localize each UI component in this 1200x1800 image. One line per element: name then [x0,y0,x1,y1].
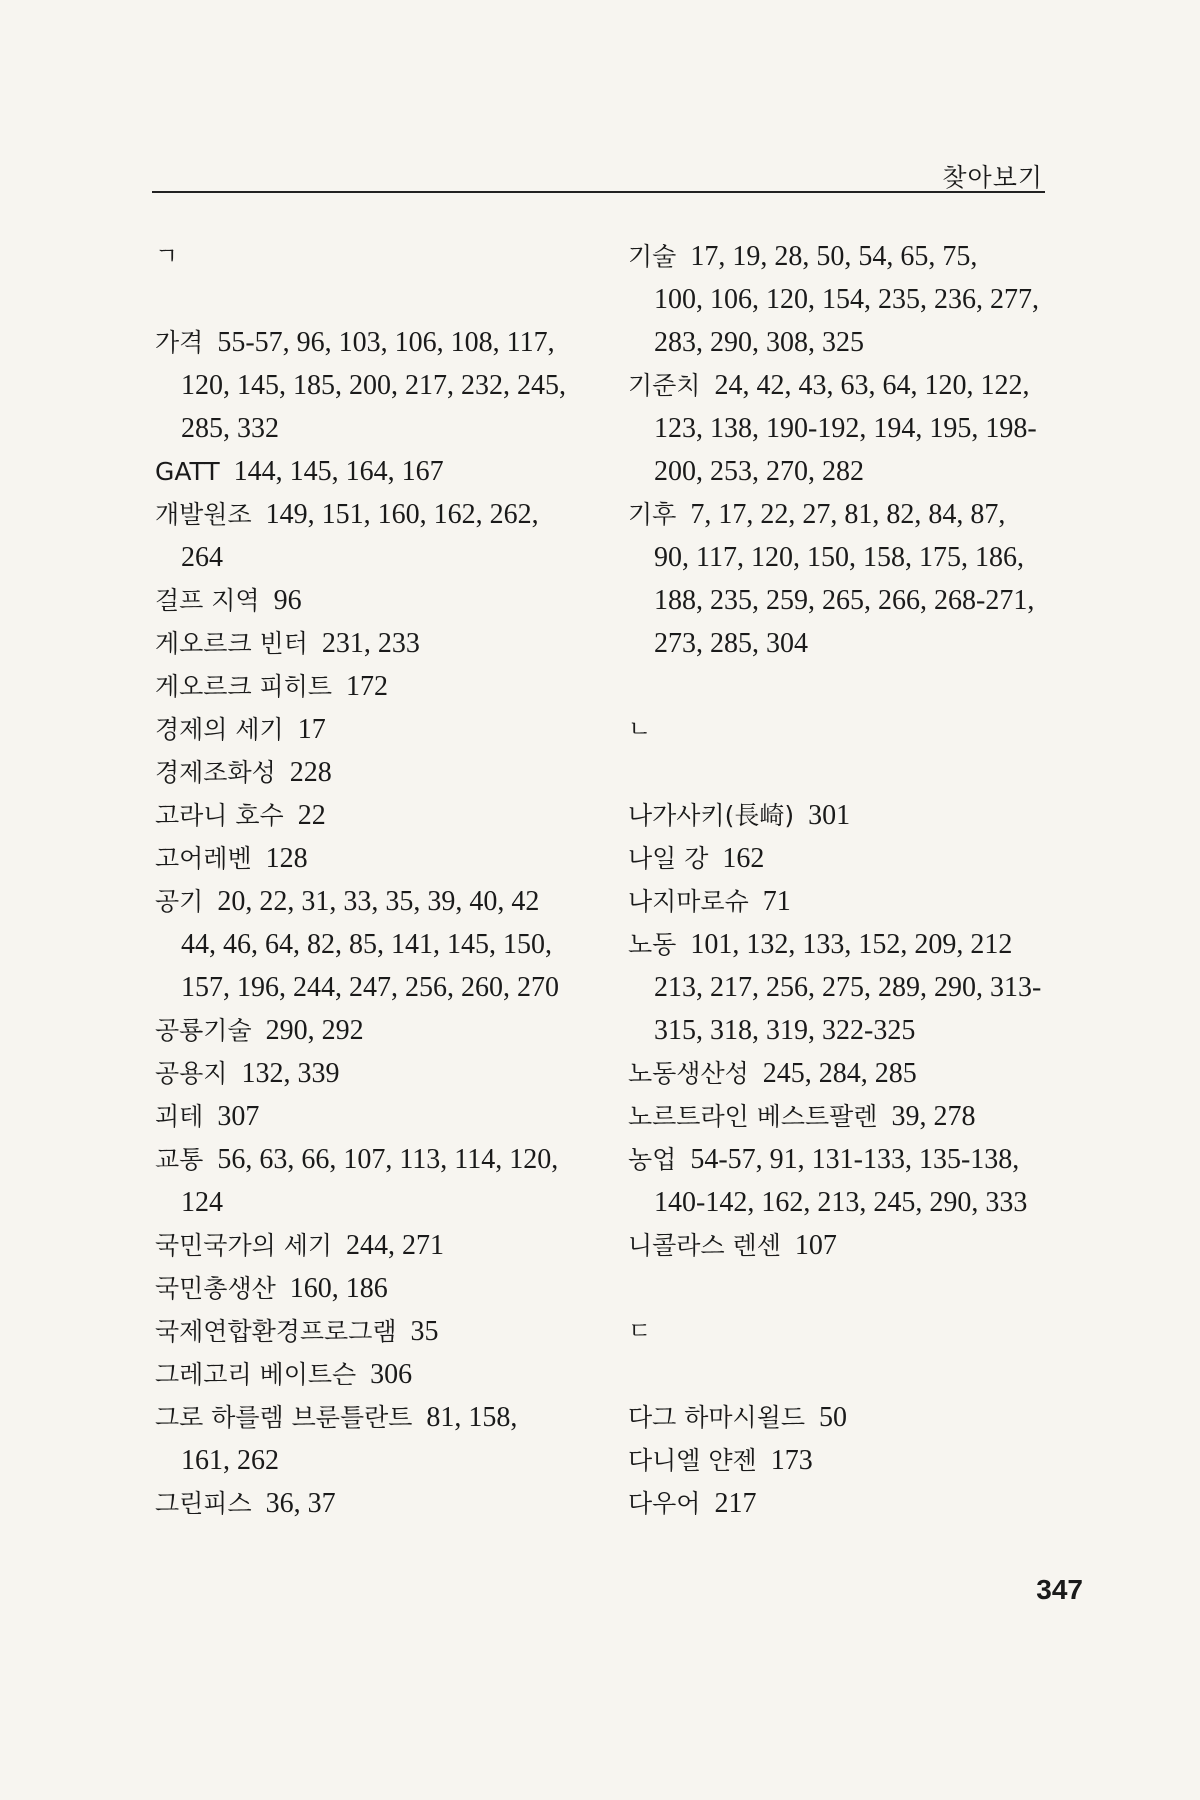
entry-first-line [155,1396,595,1439]
index-entry [628,1396,1048,1439]
entry-term: 농업 [628,1145,677,1174]
entry-continuation-line [155,1439,595,1482]
entry-continuation-line [628,278,1048,321]
index-entry [155,1267,595,1310]
index-entry [155,1009,595,1052]
entry-term: 고라니 호수 [155,801,284,830]
entry-first-line [155,708,595,751]
index-entry [155,751,595,794]
entry-pages: 160, 186 [289,1273,388,1304]
entry-term: 게오르크 피히트 [155,672,332,701]
section-letter-n: ㄴ [628,715,652,743]
entry-continuation-line [628,407,1048,450]
entry-term: 경제조화성 [155,758,276,787]
entry-first-line [628,794,1048,837]
index-entry [628,880,1048,923]
entry-first-line [628,923,1048,966]
entry-pages: 128 [265,843,308,874]
entry-pages: 149, 151, 160, 162, 262, [265,499,539,530]
entry-pages: 7, 17, 22, 27, 81, 82, 84, 87, [690,499,1006,530]
entry-term: 기후 [628,500,677,529]
entry-pages: 172 [346,671,388,702]
entry-continuation-line [155,407,595,450]
entry-pages: 162 [722,843,765,874]
entry-term: 그레고리 베이트슨 [155,1360,357,1389]
entry-continuation-line [155,1181,595,1224]
entry-first-line [155,751,595,794]
entry-term: 그로 하를렘 브룬틀란트 [155,1403,413,1432]
entry-term: 국제연합환경프로그램 [155,1317,397,1346]
entry-pages: 54-57, 91, 131-133, 135-138, [690,1144,1020,1175]
entry-pages: 101, 132, 133, 152, 209, 212 [690,929,1013,960]
entry-continuation-line [628,450,1048,493]
entry-continuation-line [628,321,1048,364]
index-entry [155,1396,595,1482]
entry-first-line [628,1439,1048,1482]
entry-first-line [628,1224,1048,1267]
entry-pages: 301 [808,800,851,831]
entry-first-line [155,794,595,837]
entry-continuation-line [155,536,595,579]
entry-term: 게오르크 빈터 [155,629,308,658]
entry-first-line [155,880,595,923]
index-entry [628,1138,1048,1224]
entry-first-line [155,1009,595,1052]
entry-pages: 228 [289,757,332,788]
entry-first-line [155,1052,595,1095]
entry-pages: 315, 318, 319, 322-325 [654,1015,916,1046]
entry-continuation-line [628,579,1048,622]
entry-pages: 244, 271 [346,1230,444,1261]
entry-first-line [155,1482,595,1525]
entry-pages: 24, 42, 43, 63, 64, 120, 122, [714,370,1030,401]
entry-first-line [155,321,595,364]
index-entry [155,321,595,450]
entry-first-line [155,1267,595,1310]
index-entry [628,1482,1048,1525]
entry-term: 기준치 [628,371,701,400]
entry-term: 공용지 [155,1059,228,1088]
entry-pages: 50 [819,1402,847,1433]
entry-first-line [155,837,595,880]
index-entry [628,1095,1048,1138]
index-entry [155,880,595,1009]
entry-term: 공기 [155,887,204,916]
entry-pages: 44, 46, 64, 82, 85, 141, 145, 150, [181,929,552,960]
index-entry [155,450,595,493]
right-entries-d [628,1396,1048,1525]
entry-pages: 264 [181,542,223,573]
entry-pages: 120, 145, 185, 200, 217, 232, 245, [181,370,566,401]
entry-pages: 35 [410,1316,439,1347]
entry-pages: 100, 106, 120, 154, 235, 236, 277, [654,284,1039,315]
entry-term: 노동생산성 [628,1059,749,1088]
entry-first-line [155,1095,595,1138]
entry-first-line [155,1224,595,1267]
entry-first-line [628,1095,1048,1138]
entry-term: 나가사키(長崎) [628,801,795,830]
index-entry [628,1439,1048,1482]
right-entries-n [628,794,1048,1267]
entry-first-line [155,579,595,622]
entry-first-line [628,1052,1048,1095]
entry-term: 가격 [155,328,204,357]
entry-pages: 124 [181,1187,223,1218]
entry-continuation-line [628,622,1048,665]
entry-pages: 173 [770,1445,813,1476]
index-entry [628,794,1048,837]
entry-term: 다그 하마시욀드 [628,1403,805,1432]
entry-term: 고어레벤 [155,844,252,873]
index-entry [628,364,1048,493]
entry-term: 다니엘 얀젠 [628,1446,757,1475]
section-letter-d: ㄷ [628,1317,652,1345]
section-letter-g: ㄱ [155,242,179,270]
entry-pages: 283, 290, 308, 325 [654,327,864,358]
entry-pages: 123, 138, 190-192, 194, 195, 198- [654,413,1037,444]
entry-pages: 306 [370,1359,413,1390]
entry-term: 공룡기술 [155,1016,252,1045]
entry-pages: 290, 292 [265,1015,364,1046]
index-entry [155,1052,595,1095]
entry-term: 국민총생산 [155,1274,276,1303]
entry-first-line [155,1310,595,1353]
entry-first-line [628,493,1048,536]
entry-pages: 273, 285, 304 [654,628,808,659]
entry-term: 괴테 [155,1102,204,1131]
index-entry [155,708,595,751]
index-entry [155,1224,595,1267]
entry-continuation-line [628,1181,1048,1224]
entry-term: 나일 강 [628,844,709,873]
entry-continuation-line [628,1009,1048,1052]
entry-pages: 213, 217, 256, 275, 289, 290, 313- [654,972,1042,1003]
index-entry [155,837,595,880]
index-entry [628,235,1048,364]
entry-term: 그린피스 [155,1489,252,1518]
index-entry [628,1052,1048,1095]
entry-first-line [628,364,1048,407]
entry-term: 걸프 지역 [155,586,260,615]
index-entry [155,1482,595,1525]
entry-term: 니콜라스 렌센 [628,1231,781,1260]
index-entry [155,622,595,665]
entry-pages: 132, 339 [241,1058,340,1089]
entry-term: GATT [155,457,220,486]
entry-term: 다우어 [628,1489,701,1518]
entry-pages: 144, 145, 164, 167 [233,456,444,487]
entry-term: 노르트라인 베스트팔렌 [628,1102,878,1131]
entry-pages: 81, 158, [426,1402,518,1433]
entry-pages: 157, 196, 244, 247, 256, 260, 270 [181,972,559,1003]
index-entry [155,1353,595,1396]
index-entry [155,1310,595,1353]
entry-first-line [155,1353,595,1396]
entry-pages: 96 [273,585,302,616]
entry-pages: 55-57, 96, 103, 106, 108, 117, [217,327,555,358]
index-column-left [155,235,595,1525]
entry-term: 개발원조 [155,500,252,529]
left-entries [155,321,595,1525]
entry-term: 경제의 세기 [155,715,284,744]
index-column-right [628,235,1048,1525]
index-entry [628,493,1048,665]
entry-pages: 245, 284, 285 [762,1058,917,1089]
entry-continuation-line [155,364,595,407]
entry-first-line [628,837,1048,880]
entry-pages: 22 [297,800,326,831]
entry-first-line [628,880,1048,923]
entry-pages: 90, 117, 120, 150, 158, 175, 186, [654,542,1024,573]
index-entry [628,1224,1048,1267]
entry-first-line [628,1396,1048,1439]
entry-pages: 36, 37 [265,1488,336,1519]
header-rule [152,191,1045,193]
entry-pages: 107 [794,1230,837,1261]
index-entry [155,1138,595,1224]
entry-first-line [155,665,595,708]
entry-continuation-line [628,536,1048,579]
entry-first-line [155,1138,595,1181]
entry-pages: 307 [217,1101,260,1132]
entry-pages: 17 [297,714,326,745]
entry-continuation-line [155,966,595,1009]
entry-continuation-line [628,966,1048,1009]
entry-pages: 17, 19, 28, 50, 54, 65, 75, [690,241,978,272]
entry-pages: 20, 22, 31, 33, 35, 39, 40, 42 [217,886,540,917]
entry-first-line [628,1138,1048,1181]
entry-term: 기술 [628,242,677,271]
entry-pages: 140-142, 162, 213, 245, 290, 333 [654,1187,1028,1218]
running-title: 찾아보기 [942,163,1043,192]
entry-term: 노동 [628,930,677,959]
entry-first-line [155,450,595,493]
index-entry [155,579,595,622]
entry-continuation-line [155,923,595,966]
entry-pages: 39, 278 [891,1101,976,1132]
entry-pages: 188, 235, 259, 265, 266, 268-271, [654,585,1035,616]
entry-pages: 56, 63, 66, 107, 113, 114, 120, [217,1144,559,1175]
entry-pages: 217 [714,1488,757,1519]
entry-pages: 71 [762,886,791,917]
entry-term: 교통 [155,1145,204,1174]
page-number: 347 [1036,1574,1083,1605]
entry-pages: 200, 253, 270, 282 [654,456,864,487]
entry-first-line [628,1482,1048,1525]
right-entries-g [628,235,1048,665]
entry-pages: 285, 332 [181,413,279,444]
entry-pages: 231, 233 [321,628,420,659]
entry-first-line [155,493,595,536]
index-entry [628,923,1048,1052]
entry-term: 나지마로슈 [628,887,749,916]
index-entry [155,1095,595,1138]
index-entry [155,665,595,708]
entry-first-line [155,622,595,665]
index-entry [628,837,1048,880]
entry-term: 국민국가의 세기 [155,1231,332,1260]
entry-first-line [628,235,1048,278]
index-entry [155,493,595,579]
entry-pages: 161, 262 [181,1445,279,1476]
index-entry [155,794,595,837]
